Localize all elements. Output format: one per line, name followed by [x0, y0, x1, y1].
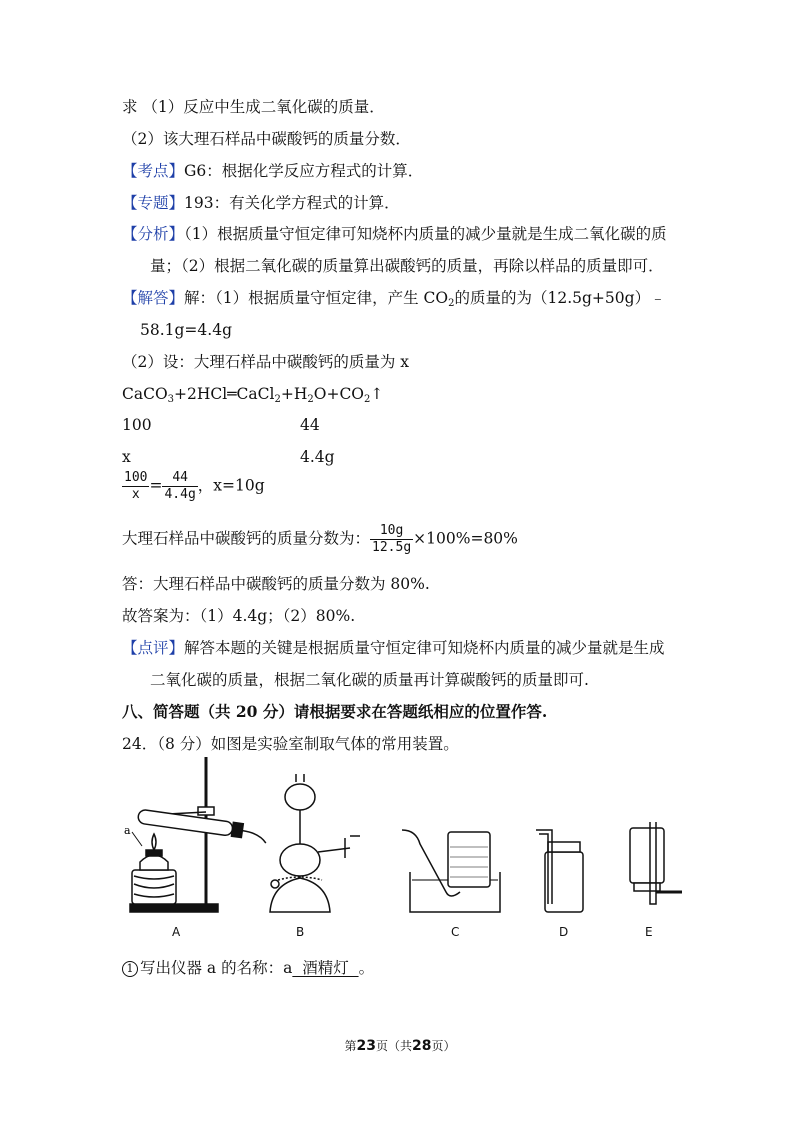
eq-part: CaCO — [122, 385, 168, 403]
fenxi-tag: 【分析】 — [122, 225, 185, 243]
question-24-1 — [122, 958, 374, 978]
jieda-tag: 【解答】 — [122, 289, 185, 307]
eq-sub: 2 — [364, 394, 371, 405]
figure-label-c: C — [451, 925, 460, 939]
figure-label-e: E — [645, 925, 653, 939]
set-x-line: （2）设：大理石样品中碳酸钙的质量为 x — [122, 353, 410, 371]
kaodian-text: G6：根据化学反应方程式的计算． — [184, 162, 424, 180]
kaodian-tag: 【考点】 — [122, 162, 185, 180]
section-heading: 八、简答题（共 20 分）请根据要求在答题纸相应的位置作答. — [122, 702, 548, 721]
apparatus-a — [130, 757, 268, 912]
footer-text: 页） — [431, 1039, 456, 1053]
molar-mass-2: 44 — [300, 416, 320, 434]
final-answer-line: 故答案为：（1）4.4g；（2）80%. — [122, 607, 356, 625]
fraction-denominator: x — [131, 487, 140, 502]
figure-label-b: B — [296, 925, 305, 939]
zhuanti-line — [122, 193, 400, 213]
question-24: 24．（8 分）如图是实验室制取气体的常用装置。 — [122, 735, 459, 753]
footer-text: 页（共 — [375, 1039, 412, 1053]
percentage-label: 大理石样品中碳酸钙的质量分数为： — [122, 529, 371, 548]
label-a: a — [124, 824, 131, 837]
dianping-text-1: 解答本题的关键是根据质量守恒定律可知烧杯内质量的减少量就是生成 — [184, 639, 665, 657]
dianping-text-2: 二氧化碳的质量，根据二氧化碳的质量再计算碳酸钙的质量即可. — [150, 671, 589, 689]
fraction-numerator: 44 — [162, 470, 197, 487]
fraction-numerator: 100 — [124, 470, 148, 485]
lab-apparatus-figure — [120, 752, 690, 917]
apparatus-c — [402, 830, 500, 912]
dianping-tag: 【点评】 — [122, 639, 185, 657]
jieda-text-2: 58.1g=4.4g — [140, 321, 232, 339]
molar-mass-1: 100 — [122, 416, 152, 434]
fenxi-text-2: 量；（2）根据二氧化碳的质量算出碳酸钙的质量，再除以样品的质量即可． — [150, 257, 664, 275]
fraction-44-4.4g — [162, 470, 197, 503]
eq-sub: 2 — [307, 394, 314, 405]
footer-text: 第 — [344, 1039, 357, 1053]
apparatus-d — [536, 830, 583, 912]
fenxi-text-1: （1）根据质量守恒定律可知烧杯内质量的减少量就是生成二氧化碳的质 — [184, 225, 667, 243]
dianping-line — [122, 638, 665, 658]
eq-sub: 2 — [274, 394, 281, 405]
page-footer — [0, 1037, 800, 1054]
jieda-text-1b: 的质量的为（12.5g+50g）﹣ — [454, 289, 666, 307]
fraction-numerator: 10g — [370, 523, 413, 540]
jieda-line — [122, 288, 666, 314]
eq-part: +2HCl═CaCl — [174, 385, 275, 403]
q24-1-prompt: 写出仪器 a 的名称：a — [140, 959, 293, 977]
jieda-sub: 2 — [448, 298, 455, 309]
x-result: ，x=10g — [197, 476, 265, 495]
co2-mass: 4.4g — [300, 448, 335, 466]
fraction-denominator: 4.4g — [164, 487, 196, 502]
equals-sign: = — [149, 476, 163, 495]
gas-arrow: ↑ — [370, 385, 384, 403]
answer-line: 答：大理石样品中碳酸钙的质量分数为 80%. — [122, 575, 430, 593]
eq-sub: 3 — [167, 394, 175, 405]
kaodian-line — [122, 161, 423, 181]
figure-label-a: A — [172, 925, 181, 939]
figure-label-d: D — [559, 925, 569, 939]
eq-part: O+CO — [313, 385, 365, 403]
fraction-10g-12.5g — [370, 523, 413, 556]
apparatus-e — [630, 822, 682, 904]
question-part-2: （2）该大理石样品中碳酸钙的质量分数． — [122, 130, 411, 148]
percentage-result: ×100%=80% — [413, 529, 518, 548]
current-page: 23 — [356, 1038, 376, 1054]
total-pages: 28 — [412, 1038, 432, 1054]
zhuanti-tag: 【专题】 — [122, 194, 185, 212]
question-text: 求 （1）反应中生成二氧化碳的质量． — [122, 98, 385, 116]
chem-equation — [122, 384, 383, 410]
unknown-x: x — [122, 448, 131, 466]
proportion-line — [122, 470, 265, 503]
apparatus-b — [270, 774, 360, 912]
q24-1-answer: 酒精灯 — [292, 959, 359, 977]
fraction-denominator: 12.5g — [372, 540, 412, 555]
zhuanti-text: 193：有关化学方程式的计算． — [184, 194, 400, 212]
eq-part: +H — [280, 385, 308, 403]
fraction-100-x — [122, 470, 149, 503]
q24-1-end: 。 — [358, 959, 375, 977]
percentage-line — [122, 523, 518, 556]
circled-number: 1 — [122, 961, 138, 977]
fenxi-line — [122, 224, 667, 244]
jieda-text-1a: 解：（1）根据质量守恒定律，产生 CO — [184, 289, 449, 307]
